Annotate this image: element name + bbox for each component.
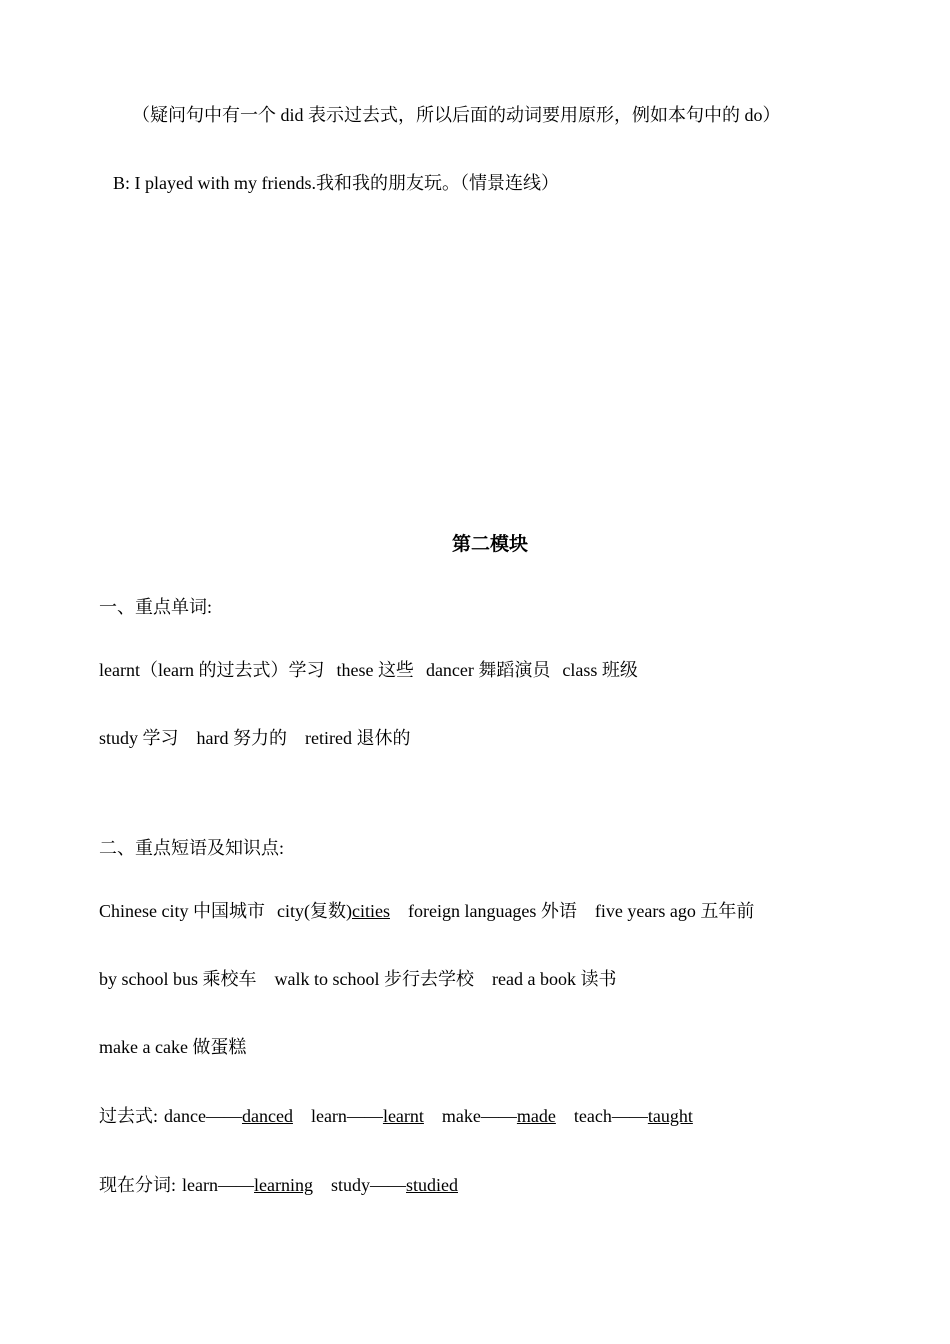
phrase-item: Chinese city 中国城市 [99,901,265,921]
key-phrases-row-2 [99,967,616,991]
present-participle-row [99,1173,458,1197]
section-heading-key-words: 一、重点单词: [99,597,213,617]
verb-base: make—— [441,1106,517,1126]
plural-form: cities [351,901,390,921]
verb-form: learning [254,1175,313,1195]
phrase-item: city(复数) [276,901,352,921]
word-item: hard 努力的 [196,728,287,748]
key-phrases-row-3: make a cake 做蛋糕 [99,1037,247,1057]
phrase-item: foreign languages 外语 [407,901,577,921]
past-tense-label: 过去式: [99,1106,159,1126]
verb-form: danced [241,1106,293,1126]
word-item: learnt（learn 的过去式）学习 [99,660,325,680]
word-item: class 班级 [562,660,638,680]
word-item: these 这些 [336,660,414,680]
verb-base: dance—— [164,1106,242,1126]
verb-form: studied [406,1175,458,1195]
word-item: study 学习 [99,728,179,748]
verb-base: learn—— [182,1175,254,1195]
verb-form: taught [647,1106,693,1126]
word-item: retired 退休的 [305,728,411,748]
section-heading-key-phrases: 二、重点短语及知识点: [99,838,284,858]
verb-form: learnt [382,1106,424,1126]
verb-base: teach—— [573,1106,648,1126]
grammar-note: （疑问句中有一个 did 表示过去式，所以后面的动词要用原形，例如本句中的 do） [132,105,781,125]
key-phrases-row-1 [99,899,754,923]
key-words-row-2 [99,726,410,750]
word-item: dancer 舞蹈演员 [425,660,551,680]
past-tense-row [99,1104,693,1128]
phrase-item: read a book 读书 [492,969,617,989]
phrase-item: walk to school 步行去学校 [274,969,474,989]
answer-sentence: B: I played with my friends.我和我的朋友玩。（情景连线） [113,173,559,193]
phrase-item: five years ago 五年前 [594,901,755,921]
verb-base: study—— [330,1175,406,1195]
verb-base: learn—— [310,1106,383,1126]
present-participle-label: 现在分词: [99,1175,177,1195]
verb-form: made [516,1106,556,1126]
phrase-item: by school bus 乘校车 [99,969,257,989]
module-title: 第二模块 [451,534,528,555]
key-words-row-1 [99,658,638,682]
